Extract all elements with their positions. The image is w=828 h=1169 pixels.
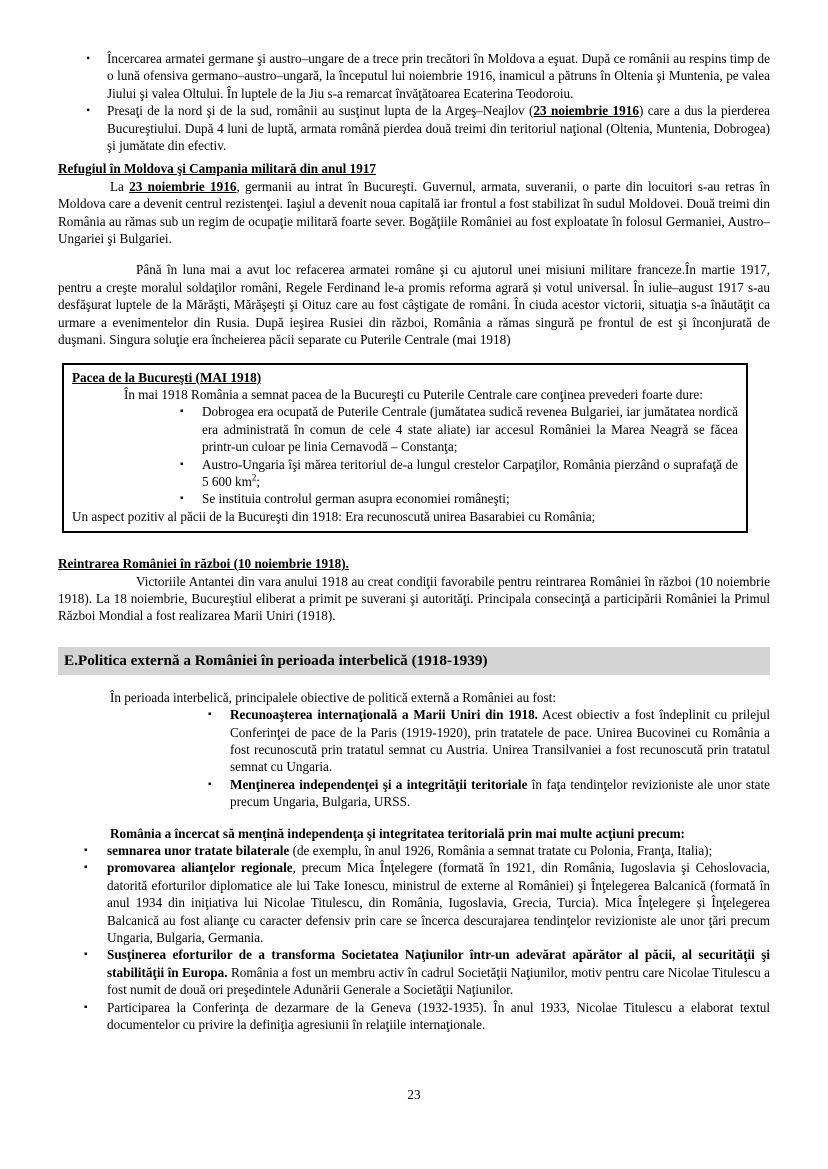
paragraph-rest: , germanii au intrat în Bucureşti. Guvernul, armata, suveranii, o parte din locuitori s-au retras în Moldova care a devenit centrul rezistenţei. Iaşiul a devenit noua capitală iar frontul a fost stabilizat în sudul Moldovei. Două treimi din România au rămas sub un regim de ocupaţie militară foarte sever. Bogăţiile României au fost exploatate în folosul Germaniei, Austro–Ungariei şi Bulgariei. xyxy=(58,178,770,247)
bullet-square-icon: ▪ xyxy=(180,406,184,418)
list-item-text: Participarea la Conferinţa de dezarmare de la Geneva (1932-1935). În anul 1933, Nicolae Titulescu a elaborat textul documentelor cu privire la definiţia agresiunii în relaţiile internaţionale. xyxy=(107,999,770,1033)
paragraph-refugiul-2: Până în luna mai a avut loc refacerea armatei române şi cu ajutorul unei misiuni militare franceze.În martie 1917, pentru a creşte moralul soldaţilor români, Regele Ferdinand le-a promis reforma agrară și votul universal. În iulie–august 1917 s-au desfăşurat luptele de la Mărăşti, Mărăşeşti şi Oituz care au fost câştigate de români. În ciuda acestor victorii, situaţia s-a înăutăţit ca urmare a evenimentelor din Rusia. După ieşirea Rusiei din război, România a rămas singură pe frontul de est şi înconjurată de duşmani. Singura soluţie era încheierea păcii separate cu Puterile Centrale (mai 1918) xyxy=(58,262,770,348)
objective-title: Recunoaşterea internaţională a Marii Uniri din 1918. xyxy=(230,707,538,723)
document-page xyxy=(58,50,770,1102)
list-item-text: Încercarea armatei germane şi austro–ungare de a trece prin trecători în Moldova a eşuat. După ce românii au respins timp de o lună ofensiva germano–austro–ungară, la începutul lui noiembrie 1916, inamicul a pătruns în Oltenia şi Muntenia, pe valea Jiului şi valea Oltului. În luptele de la Jiu s-a remarcat învăţătoarea Ecaterina Teodoroiu. xyxy=(107,51,770,101)
actions-lead-text: România a încercat să menţină independenţa şi integritatea teritorială prin mai multe acţiuni precum: xyxy=(110,825,685,841)
bullet-square-icon: ▪ xyxy=(208,778,212,790)
list-item xyxy=(58,859,770,946)
pacea-de-la-bucuresti-box xyxy=(62,363,748,534)
paragraph-reintrarea: Victoriile Antantei din vara anului 1918 au creat condiţii favorabile pentru reintrarea României în război (10 noiembrie 1918). La 18 noiembrie, Bucureştiul eliberat a primit pe suverani şi autorităţi. Principala consecinţă a participării României la Primul Război Mondial a fost realizarea Marii Uniri (1918). xyxy=(58,573,770,624)
list-item-text-b: ; xyxy=(256,473,260,489)
paragraph-pacea-intro: În mai 1918 România a semnat pacea de la Bucureşti cu Puterile Centrale care conţinea prevederi foarte dure: xyxy=(124,386,703,402)
list-item xyxy=(58,50,770,102)
list-item xyxy=(58,999,770,1034)
pacea-provisions-list xyxy=(72,403,738,507)
action-body: (de exemplu, în anul 1926, România a semnat tratate cu Polonia, Franţa, Italia); xyxy=(289,843,713,859)
date-emphasis: 23 noiembrie 1916 xyxy=(533,103,639,119)
bullet-round-icon: • xyxy=(86,103,91,118)
list-item-text xyxy=(107,843,712,858)
action-title: semnarea unor tratate bilaterale xyxy=(107,843,290,859)
list-item xyxy=(72,456,738,491)
action-title: promovarea alianţelor regionale xyxy=(107,860,293,876)
bullet-square-icon: ▪ xyxy=(180,458,184,470)
objective-body: Acest obiectiv a fost îndeplinit cu prilejul Conferinţei de pace de la Paris (1919-1920), prin tratatele de pace. Unirea Bucovinei cu România a fost recunoscută prin tratatul semnat cu Austria. Unirea Transilvaniei a fost recunoscută prin tratatul semnat cu Ungaria. xyxy=(230,707,770,775)
paragraph-lead: La xyxy=(110,178,130,194)
section-heading-E: E.Politica externă a României în perioada interbelică (1918-1939) xyxy=(58,647,770,675)
paragraph-actions-lead xyxy=(58,825,770,842)
paragraph-refugiul-1 xyxy=(58,178,770,248)
heading-reintrarea: Reintrarea României în război (10 noiembrie 1918). xyxy=(58,556,349,572)
list-item xyxy=(58,776,770,811)
date-emphasis: 23 noiembrie 1916 xyxy=(129,178,237,194)
page-number: 23 xyxy=(407,1087,421,1102)
action-body: România a fost un membru activ în cadrul Societăţii Naţiunilor, motiv pentru care Nicolae Titulescu a fost numit de două ori preşedintele Adunării Generale a Societăţii Naţiunilor. xyxy=(107,964,770,998)
list-item xyxy=(58,706,770,776)
objective-title: Menţinerea independenţei şi a integrităţii teritoriale xyxy=(230,776,528,792)
heading-pacea: Pacea de la Bucureşti (MAI 1918) xyxy=(72,369,262,385)
bullet-square-icon: ▪ xyxy=(84,1001,88,1013)
bullet-square-icon: ▪ xyxy=(180,493,184,505)
list-item xyxy=(58,842,770,859)
list-item-text xyxy=(230,707,770,774)
list-item-text-a: Austro-Ungaria îşi mărea teritoriul de-a lungul crestelor Carpaţilor, România pierzând o suprafaţă de 5 600 km xyxy=(202,456,738,489)
top-bullet-list xyxy=(58,50,770,154)
list-item-text xyxy=(107,860,770,945)
list-item xyxy=(72,490,738,507)
list-item-text: Dobrogea era ocupată de Puterile Centrale (jumătatea sudică revenea Bulgariei, iar jumătatea nordică era administrată în comun de cele 4 state aliate) iar accesul României la Marea Neagră se făcea printr-un culoar pe linia Cernavodă – Constanţa; xyxy=(202,404,738,455)
bullet-square-icon: ▪ xyxy=(84,862,88,874)
action-title: Susţinerea eforturilor de a transforma Societatea Naţiunilor într-un adevărat apărător al păcii, al securităţii şi stabilităţii în Europa. xyxy=(107,947,770,980)
paragraph-interbelic-intro: În perioada interbelică, principalele obiective de politică externă a României au fost: xyxy=(110,689,556,705)
list-item-text xyxy=(107,947,770,997)
list-item xyxy=(58,102,770,154)
bullet-round-icon: • xyxy=(86,51,91,65)
bullet-square-icon: ▪ xyxy=(208,709,212,721)
list-item xyxy=(72,403,738,455)
action-body: , precum Mica Înţelegere (formată în 1921, din România, Iugoslavia şi Cehoslovacia, datorită eforturilor diplomatice ale lui Take Ionescu, ministrul de externe al României) şi Înţelegerea Balcanică (formată în anul 1934 din iniţiativa lui Nicolae Titulescu, din România, Iugoslavia, Grecia, Turcia). Mica Înţelegere și Înţelegerea Balcanică au fost alianţe cu caracter defensiv prin care se încerca descurajarea tendinţelor revizioniste ale unor ţări precum Ungaria, Bulgaria, Germania. xyxy=(107,860,770,946)
list-item xyxy=(58,946,770,998)
objectives-list xyxy=(58,706,770,810)
list-item-text xyxy=(230,777,770,809)
objective-body: în faţa tendinţelor revizioniste ale unor state precum Ungaria, Bulgaria, URSS. xyxy=(230,776,770,810)
list-item-text: Se instituia controlul german asupra economiei româneşti; xyxy=(202,491,510,507)
list-item-text xyxy=(202,457,738,489)
superscript-exponent: 2 xyxy=(251,472,257,483)
heading-refugiul: Refugiul în Moldova şi Campania militară din anul 1917 xyxy=(58,161,377,177)
actions-list xyxy=(58,842,770,1033)
bullet-square-icon: ▪ xyxy=(84,949,88,961)
bullet-square-icon: ▪ xyxy=(84,845,88,857)
paragraph-pacea-closing: Un aspect pozitiv al păcii de la Bucureşti din 1918: Era recunoscută unirea Basarabiei cu România; xyxy=(72,508,596,524)
list-item-text: Presaţi de la nord şi de la sud, românii au susţinut lupta de la Argeş–Neajlov (23 noiembrie 1916) care a dus la pierderea Bucureştiului. După 4 luni de luptă, armata română pierdea două treimi din teritoriul naţional (Oltenia, Muntenia, Dobrogea) şi jumătate din efectiv. xyxy=(107,103,770,154)
